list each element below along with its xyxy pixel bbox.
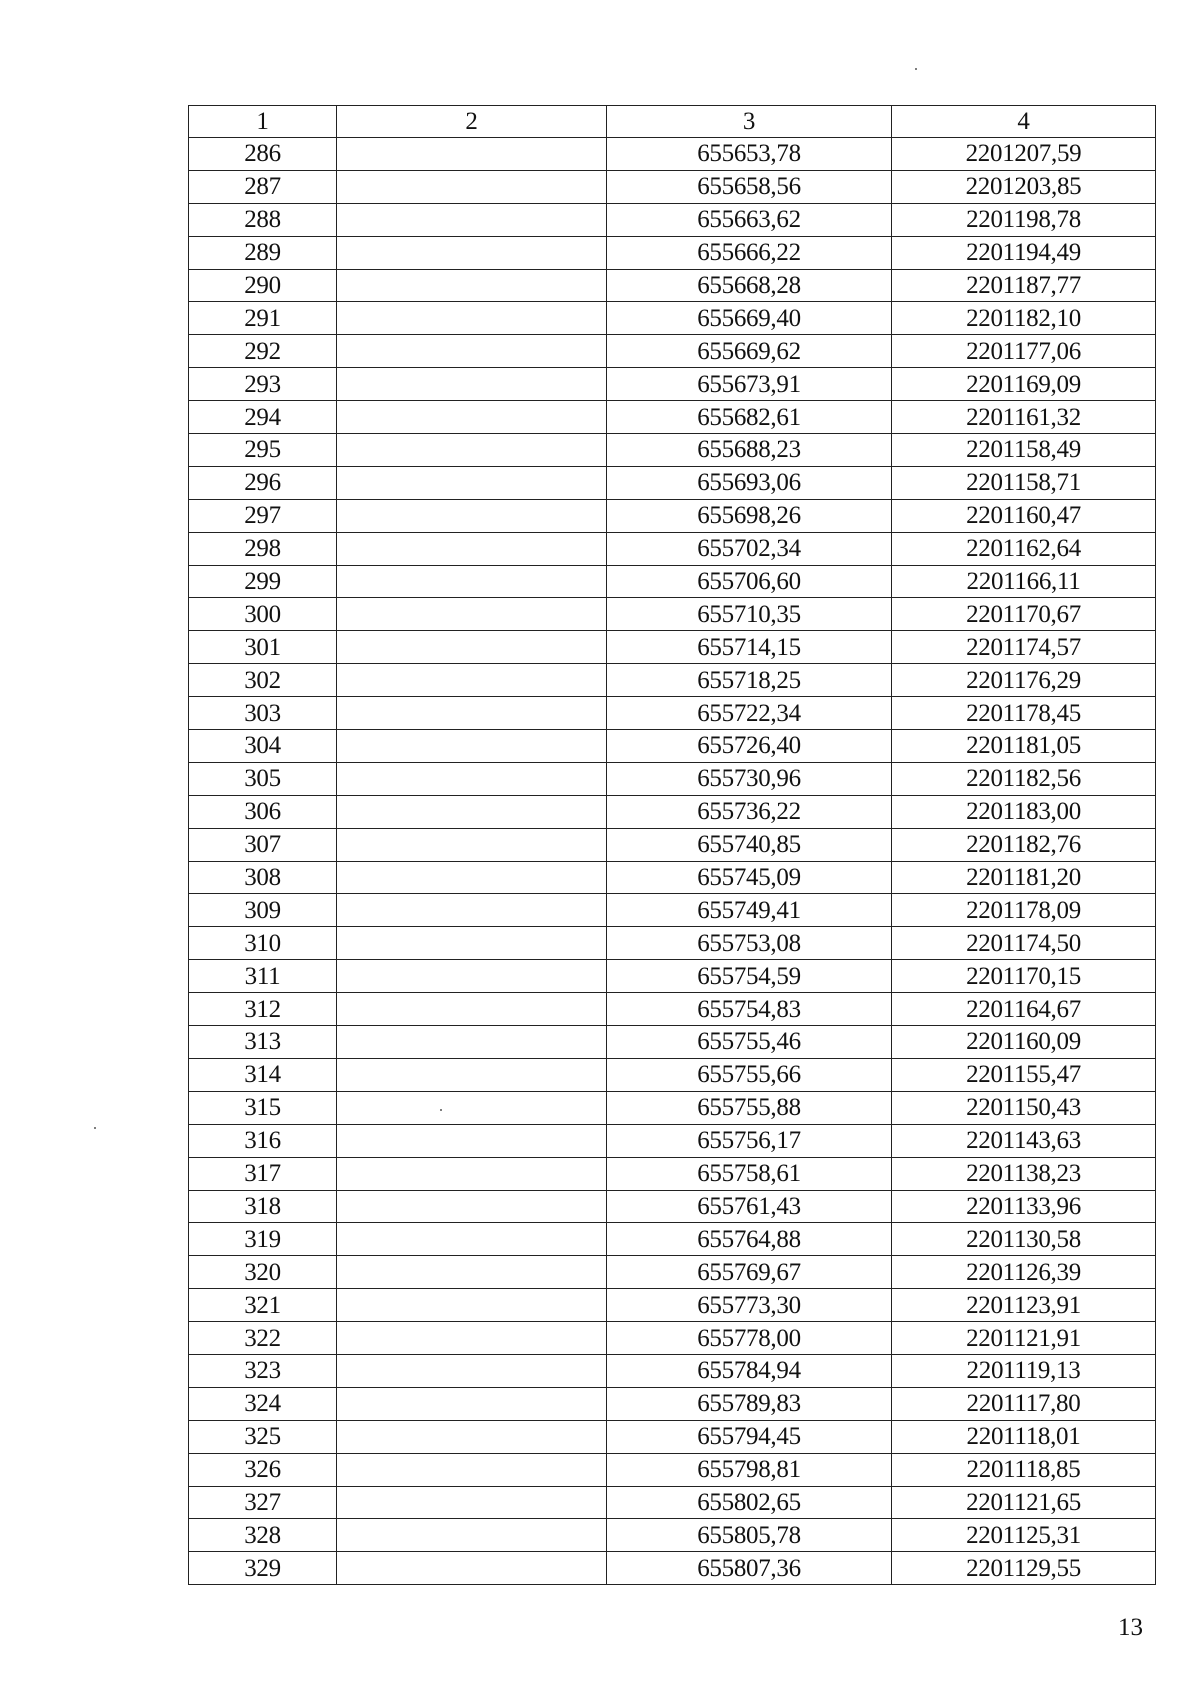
- table-row: [189, 762, 1156, 795]
- point-number-cell: 298: [189, 532, 337, 565]
- x-coordinate-cell: 655773,30: [607, 1289, 892, 1322]
- y-coordinate-cell: 2201158,71: [892, 466, 1156, 499]
- point-number-cell: 286: [189, 138, 337, 171]
- x-coordinate-cell: 655764,88: [607, 1223, 892, 1256]
- point-number-cell: 309: [189, 894, 337, 927]
- description-cell: [337, 730, 607, 763]
- description-cell: [337, 532, 607, 565]
- x-coordinate-cell: 655658,56: [607, 170, 892, 203]
- x-coordinate-cell: 655794,45: [607, 1420, 892, 1453]
- y-coordinate-cell: 2201130,58: [892, 1223, 1156, 1256]
- point-number-cell: 307: [189, 828, 337, 861]
- y-coordinate-cell: 2201121,91: [892, 1322, 1156, 1355]
- description-cell: [337, 1322, 607, 1355]
- y-coordinate-cell: 2201207,59: [892, 138, 1156, 171]
- description-cell: [337, 1387, 607, 1420]
- scan-speck: [94, 1127, 96, 1129]
- x-coordinate-cell: 655682,61: [607, 401, 892, 434]
- y-coordinate-cell: 2201118,85: [892, 1453, 1156, 1486]
- table-row: [189, 664, 1156, 697]
- description-cell: [337, 203, 607, 236]
- table-row: [189, 1190, 1156, 1223]
- table-row: [189, 1256, 1156, 1289]
- table-row: [189, 1387, 1156, 1420]
- x-coordinate-cell: 655698,26: [607, 499, 892, 532]
- table-row: [189, 499, 1156, 532]
- x-coordinate-cell: 655784,94: [607, 1354, 892, 1387]
- y-coordinate-cell: 2201203,85: [892, 170, 1156, 203]
- description-cell: [337, 434, 607, 467]
- y-coordinate-cell: 2201164,67: [892, 993, 1156, 1026]
- table-row: [189, 795, 1156, 828]
- column-header-3: 3: [607, 106, 892, 138]
- table-row: [189, 598, 1156, 631]
- point-number-cell: 289: [189, 236, 337, 269]
- table-row: [189, 1322, 1156, 1355]
- description-cell: [337, 499, 607, 532]
- description-cell: [337, 335, 607, 368]
- table-row: [189, 203, 1156, 236]
- description-cell: [337, 466, 607, 499]
- point-number-cell: 291: [189, 302, 337, 335]
- y-coordinate-cell: 2201138,23: [892, 1157, 1156, 1190]
- column-header-2: 2: [337, 106, 607, 138]
- y-coordinate-cell: 2201158,49: [892, 434, 1156, 467]
- description-cell: [337, 1420, 607, 1453]
- x-coordinate-cell: 655778,00: [607, 1322, 892, 1355]
- point-number-cell: 293: [189, 368, 337, 401]
- description-cell: [337, 1519, 607, 1552]
- x-coordinate-cell: 655798,81: [607, 1453, 892, 1486]
- table-row: [189, 1552, 1156, 1585]
- y-coordinate-cell: 2201125,31: [892, 1519, 1156, 1552]
- y-coordinate-cell: 2201169,09: [892, 368, 1156, 401]
- table-row: [189, 1519, 1156, 1552]
- table-row: [189, 631, 1156, 664]
- table-row: [189, 828, 1156, 861]
- y-coordinate-cell: 2201170,15: [892, 960, 1156, 993]
- column-header-4: 4: [892, 106, 1156, 138]
- description-cell: [337, 927, 607, 960]
- y-coordinate-cell: 2201121,65: [892, 1486, 1156, 1519]
- description-cell: [337, 269, 607, 302]
- x-coordinate-cell: 655749,41: [607, 894, 892, 927]
- point-number-cell: 324: [189, 1387, 337, 1420]
- point-number-cell: 294: [189, 401, 337, 434]
- table-row: [189, 269, 1156, 302]
- x-coordinate-cell: 655706,60: [607, 565, 892, 598]
- x-coordinate-cell: 655702,34: [607, 532, 892, 565]
- y-coordinate-cell: 2201187,77: [892, 269, 1156, 302]
- x-coordinate-cell: 655663,62: [607, 203, 892, 236]
- x-coordinate-cell: 655669,62: [607, 335, 892, 368]
- point-number-cell: 318: [189, 1190, 337, 1223]
- point-number-cell: 296: [189, 466, 337, 499]
- point-number-cell: 288: [189, 203, 337, 236]
- table-row: [189, 993, 1156, 1026]
- table-row: [189, 1157, 1156, 1190]
- description-cell: [337, 894, 607, 927]
- scan-speck: [915, 68, 917, 70]
- column-header-1: 1: [189, 106, 337, 138]
- x-coordinate-cell: 655726,40: [607, 730, 892, 763]
- table-header-row: [189, 106, 1156, 138]
- table-row: [189, 401, 1156, 434]
- description-cell: [337, 861, 607, 894]
- point-number-cell: 311: [189, 960, 337, 993]
- y-coordinate-cell: 2201182,10: [892, 302, 1156, 335]
- point-number-cell: 328: [189, 1519, 337, 1552]
- point-number-cell: 304: [189, 730, 337, 763]
- x-coordinate-cell: 655668,28: [607, 269, 892, 302]
- description-cell: [337, 1091, 607, 1124]
- x-coordinate-cell: 655745,09: [607, 861, 892, 894]
- table-row: [189, 960, 1156, 993]
- point-number-cell: 302: [189, 664, 337, 697]
- y-coordinate-cell: 2201177,06: [892, 335, 1156, 368]
- point-number-cell: 303: [189, 697, 337, 730]
- y-coordinate-cell: 2201119,13: [892, 1354, 1156, 1387]
- point-number-cell: 325: [189, 1420, 337, 1453]
- x-coordinate-cell: 655666,22: [607, 236, 892, 269]
- y-coordinate-cell: 2201123,91: [892, 1289, 1156, 1322]
- table-row: [189, 1453, 1156, 1486]
- x-coordinate-cell: 655755,66: [607, 1058, 892, 1091]
- x-coordinate-cell: 655755,46: [607, 1026, 892, 1059]
- point-number-cell: 305: [189, 762, 337, 795]
- point-number-cell: 323: [189, 1354, 337, 1387]
- table-row: [189, 1223, 1156, 1256]
- x-coordinate-cell: 655789,83: [607, 1387, 892, 1420]
- x-coordinate-cell: 655807,36: [607, 1552, 892, 1585]
- table-row: [189, 1091, 1156, 1124]
- description-cell: [337, 236, 607, 269]
- y-coordinate-cell: 2201126,39: [892, 1256, 1156, 1289]
- point-number-cell: 314: [189, 1058, 337, 1091]
- point-number-cell: 299: [189, 565, 337, 598]
- table-row: [189, 1289, 1156, 1322]
- description-cell: [337, 1058, 607, 1091]
- table-body: [189, 138, 1156, 1585]
- description-cell: [337, 598, 607, 631]
- description-cell: [337, 697, 607, 730]
- description-cell: [337, 664, 607, 697]
- table-row: [189, 894, 1156, 927]
- x-coordinate-cell: 655769,67: [607, 1256, 892, 1289]
- description-cell: [337, 1453, 607, 1486]
- description-cell: [337, 1026, 607, 1059]
- description-cell: [337, 762, 607, 795]
- description-cell: [337, 1124, 607, 1157]
- point-number-cell: 322: [189, 1322, 337, 1355]
- table-row: [189, 466, 1156, 499]
- y-coordinate-cell: 2201178,09: [892, 894, 1156, 927]
- page-number: 13: [1118, 1614, 1143, 1641]
- point-number-cell: 312: [189, 993, 337, 1026]
- table-row: [189, 302, 1156, 335]
- description-cell: [337, 993, 607, 1026]
- x-coordinate-cell: 655688,23: [607, 434, 892, 467]
- point-number-cell: 319: [189, 1223, 337, 1256]
- y-coordinate-cell: 2201162,64: [892, 532, 1156, 565]
- table-row: [189, 1486, 1156, 1519]
- y-coordinate-cell: 2201182,56: [892, 762, 1156, 795]
- table-row: [189, 730, 1156, 763]
- description-cell: [337, 1157, 607, 1190]
- table-row: [189, 1058, 1156, 1091]
- description-cell: [337, 1289, 607, 1322]
- x-coordinate-cell: 655722,34: [607, 697, 892, 730]
- point-number-cell: 310: [189, 927, 337, 960]
- y-coordinate-cell: 2201174,50: [892, 927, 1156, 960]
- table-row: [189, 532, 1156, 565]
- x-coordinate-cell: 655754,83: [607, 993, 892, 1026]
- table-row: [189, 697, 1156, 730]
- description-cell: [337, 170, 607, 203]
- point-number-cell: 317: [189, 1157, 337, 1190]
- x-coordinate-cell: 655754,59: [607, 960, 892, 993]
- table-row: [189, 861, 1156, 894]
- description-cell: [337, 631, 607, 664]
- x-coordinate-cell: 655669,40: [607, 302, 892, 335]
- y-coordinate-cell: 2201170,67: [892, 598, 1156, 631]
- table-row: [189, 1354, 1156, 1387]
- y-coordinate-cell: 2201117,80: [892, 1387, 1156, 1420]
- x-coordinate-cell: 655693,06: [607, 466, 892, 499]
- y-coordinate-cell: 2201181,05: [892, 730, 1156, 763]
- point-number-cell: 313: [189, 1026, 337, 1059]
- x-coordinate-cell: 655710,35: [607, 598, 892, 631]
- table-row: [189, 236, 1156, 269]
- description-cell: [337, 1354, 607, 1387]
- x-coordinate-cell: 655736,22: [607, 795, 892, 828]
- y-coordinate-cell: 2201160,09: [892, 1026, 1156, 1059]
- y-coordinate-cell: 2201181,20: [892, 861, 1156, 894]
- x-coordinate-cell: 655653,78: [607, 138, 892, 171]
- x-coordinate-cell: 655753,08: [607, 927, 892, 960]
- table-row: [189, 1124, 1156, 1157]
- y-coordinate-cell: 2201133,96: [892, 1190, 1156, 1223]
- point-number-cell: 297: [189, 499, 337, 532]
- description-cell: [337, 302, 607, 335]
- description-cell: [337, 1190, 607, 1223]
- point-number-cell: 300: [189, 598, 337, 631]
- point-number-cell: 316: [189, 1124, 337, 1157]
- table-row: [189, 1026, 1156, 1059]
- table-row: [189, 434, 1156, 467]
- x-coordinate-cell: 655756,17: [607, 1124, 892, 1157]
- y-coordinate-cell: 2201174,57: [892, 631, 1156, 664]
- x-coordinate-cell: 655673,91: [607, 368, 892, 401]
- point-number-cell: 295: [189, 434, 337, 467]
- table-row: [189, 170, 1156, 203]
- point-number-cell: 292: [189, 335, 337, 368]
- y-coordinate-cell: 2201176,29: [892, 664, 1156, 697]
- y-coordinate-cell: 2201143,63: [892, 1124, 1156, 1157]
- x-coordinate-cell: 655718,25: [607, 664, 892, 697]
- point-number-cell: 301: [189, 631, 337, 664]
- y-coordinate-cell: 2201178,45: [892, 697, 1156, 730]
- table-row: [189, 1420, 1156, 1453]
- y-coordinate-cell: 2201198,78: [892, 203, 1156, 236]
- y-coordinate-cell: 2201155,47: [892, 1058, 1156, 1091]
- description-cell: [337, 1223, 607, 1256]
- table-row: [189, 927, 1156, 960]
- description-cell: [337, 138, 607, 171]
- description-cell: [337, 960, 607, 993]
- x-coordinate-cell: 655805,78: [607, 1519, 892, 1552]
- y-coordinate-cell: 2201129,55: [892, 1552, 1156, 1585]
- description-cell: [337, 1486, 607, 1519]
- point-number-cell: 320: [189, 1256, 337, 1289]
- point-number-cell: 321: [189, 1289, 337, 1322]
- description-cell: [337, 1552, 607, 1585]
- y-coordinate-cell: 2201194,49: [892, 236, 1156, 269]
- description-cell: [337, 401, 607, 434]
- y-coordinate-cell: 2201183,00: [892, 795, 1156, 828]
- y-coordinate-cell: 2201182,76: [892, 828, 1156, 861]
- y-coordinate-cell: 2201160,47: [892, 499, 1156, 532]
- y-coordinate-cell: 2201166,11: [892, 565, 1156, 598]
- table-row: [189, 368, 1156, 401]
- x-coordinate-cell: 655755,88: [607, 1091, 892, 1124]
- table-row: [189, 335, 1156, 368]
- point-number-cell: 315: [189, 1091, 337, 1124]
- description-cell: [337, 368, 607, 401]
- point-number-cell: 287: [189, 170, 337, 203]
- point-number-cell: 306: [189, 795, 337, 828]
- x-coordinate-cell: 655730,96: [607, 762, 892, 795]
- description-cell: [337, 828, 607, 861]
- point-number-cell: 327: [189, 1486, 337, 1519]
- description-cell: [337, 1256, 607, 1289]
- description-cell: [337, 565, 607, 598]
- x-coordinate-cell: 655714,15: [607, 631, 892, 664]
- y-coordinate-cell: 2201150,43: [892, 1091, 1156, 1124]
- x-coordinate-cell: 655761,43: [607, 1190, 892, 1223]
- point-number-cell: 326: [189, 1453, 337, 1486]
- table-row: [189, 565, 1156, 598]
- table-row: [189, 138, 1156, 171]
- x-coordinate-cell: 655758,61: [607, 1157, 892, 1190]
- x-coordinate-cell: 655740,85: [607, 828, 892, 861]
- description-cell: [337, 795, 607, 828]
- point-number-cell: 329: [189, 1552, 337, 1585]
- coordinates-table: [188, 105, 1156, 1585]
- point-number-cell: 308: [189, 861, 337, 894]
- y-coordinate-cell: 2201161,32: [892, 401, 1156, 434]
- x-coordinate-cell: 655802,65: [607, 1486, 892, 1519]
- point-number-cell: 290: [189, 269, 337, 302]
- y-coordinate-cell: 2201118,01: [892, 1420, 1156, 1453]
